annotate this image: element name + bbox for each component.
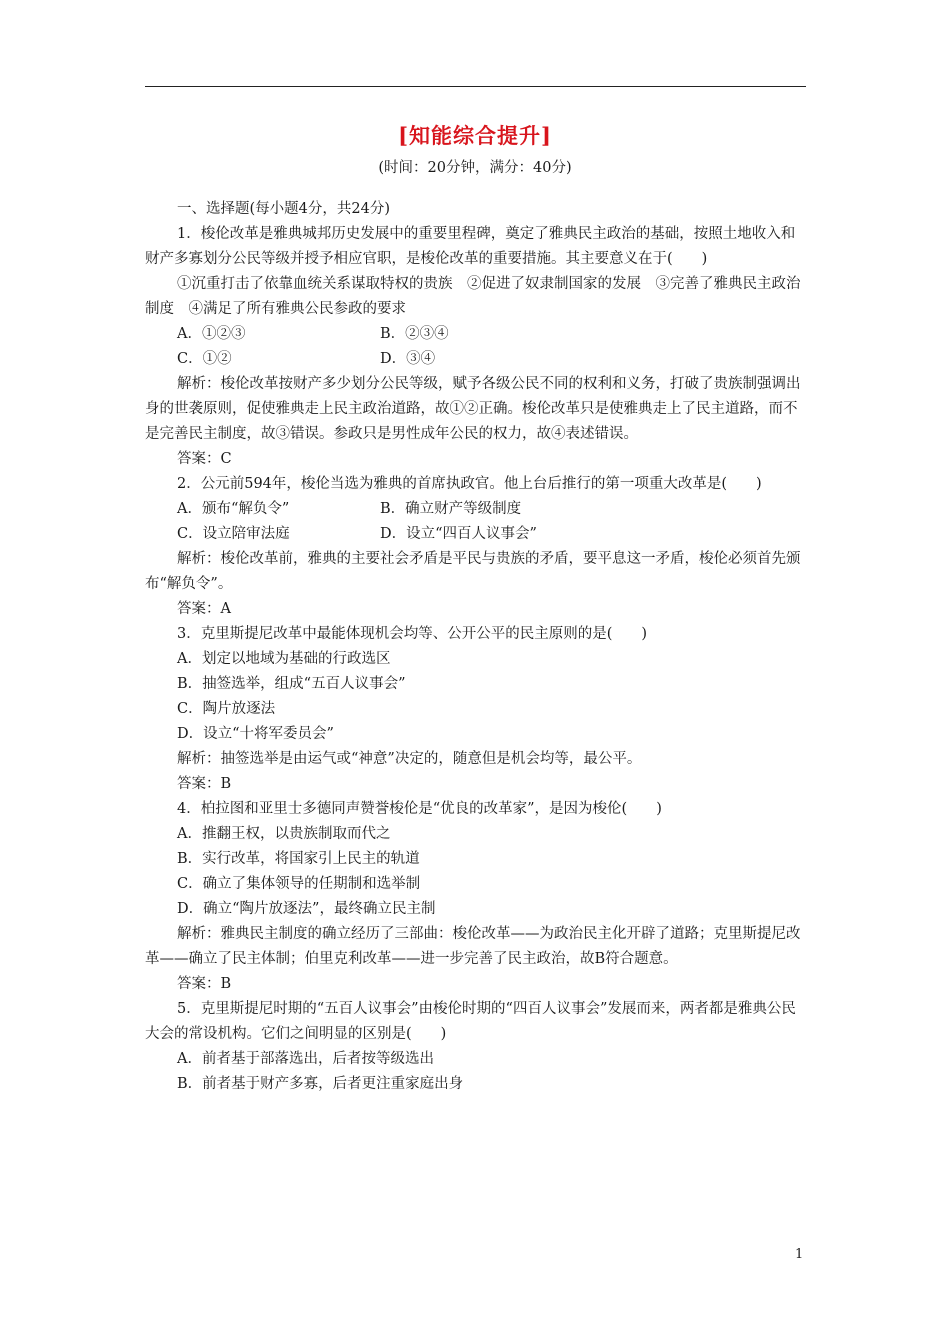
page-number: 1 [795,1247,804,1262]
question-1-options-ab [145,322,806,347]
option-b: B．实行改革，将国家引上民主的轨道 [177,851,420,867]
question-3-answer: 答案：B [177,776,232,792]
option-b: B．确立财产等级制度 [380,501,522,517]
question-1-analysis: 解析：梭伦改革按财产多少划分公民等级，赋予各级公民不同的权利和义务，打破了贵族制强调出身的世袭原则，促使雅典走上民主政治道路，故①②正确。梭伦改革只是使雅典走上了民主道路，而不是完善民主制度，故③错误。参政只是男性成年公民的权力，故④表述错误。 [145,376,801,442]
option-d: D．确立“陶片放逐法”，最终确立民主制 [177,901,436,917]
option-c: C．确立了集体领导的任期制和选举制 [177,876,421,892]
question-5-stem: 5．克里斯提尼时期的“五百人议事会”由梭伦时期的“四百人议事会”发展而来，两者都是雅典公民大会的常设机构。它们之间明显的区别是( ) [145,1001,796,1042]
document-body [145,197,806,1097]
question-2-answer: 答案：A [177,601,231,617]
option-a: A．颁布“解负令” [177,501,290,517]
question-2-options-cd [145,522,806,547]
option-a: A．划定以地域为基础的行政选区 [177,651,391,667]
option-a: A．①②③ [177,326,246,342]
question-4-stem: 4．柏拉图和亚里士多德同声赞誉梭伦是“优良的改革家”，是因为梭伦( ) [177,801,662,817]
question-1-options-cd [145,347,806,372]
question-2-analysis: 解析：梭伦改革前，雅典的主要社会矛盾是平民与贵族的矛盾，要平息这一矛盾，梭伦必须首先颁布“解负令”。 [145,551,801,592]
section-heading: 一、选择题(每小题4分，共24分) [177,201,390,217]
question-1-answer: 答案：C [177,451,232,467]
question-2-options-ab [145,497,806,522]
question-3-stem: 3．克里斯提尼改革中最能体现机会均等、公开公平的民主原则的是( ) [177,626,648,642]
question-1-items: ①沉重打击了依靠血统关系谋取特权的贵族 ②促进了奴隶制国家的发展 ③完善了雅典民主政治制度 ④满足了所有雅典公民参政的要求 [145,276,801,317]
option-d: D．③④ [380,351,436,367]
question-1-stem: 1．梭伦改革是雅典城邦历史发展中的重要里程碑，奠定了雅典民主政治的基础，按照土地收入和财产多寡划分公民等级并授予相应官职，是梭伦改革的重要措施。其主要意义在于( ) [145,226,796,267]
option-a: A．前者基于部落选出，后者按等级选出 [177,1051,434,1067]
question-4-answer: 答案：B [177,976,232,992]
option-a: A．推翻王权，以贵族制取而代之 [177,826,391,842]
page-title: [知能综合提升] [398,123,552,148]
option-c: C．陶片放逐法 [177,701,276,717]
option-b: B．②③④ [380,326,449,342]
option-c: C．①② [177,351,232,367]
question-4-analysis: 解析：雅典民主制度的确立经历了三部曲：梭伦改革——为政治民主化开辟了道路；克里斯提尼改革——确立了民主体制；伯里克利改革——进一步完善了民主政治，故B符合题意。 [145,926,801,967]
option-b: B．抽签选举，组成“五百人议事会” [177,676,406,692]
question-2-stem: 2．公元前594年，梭伦当选为雅典的首席执政官。他上台后推行的第一项重大改革是( ) [177,476,762,492]
header-rule [145,86,806,87]
option-b: B．前者基于财产多寡，后者更注重家庭出身 [177,1076,464,1092]
option-d: D．设立“四百人议事会” [380,526,537,542]
option-c: C．设立陪审法庭 [177,526,290,542]
page-subtitle: (时间：20分钟，满分：40分) [378,160,572,176]
option-d: D．设立“十将军委员会” [177,726,334,742]
question-3-analysis: 解析：抽签选举是由运气或“神意”决定的，随意但是机会均等，最公平。 [177,751,642,767]
